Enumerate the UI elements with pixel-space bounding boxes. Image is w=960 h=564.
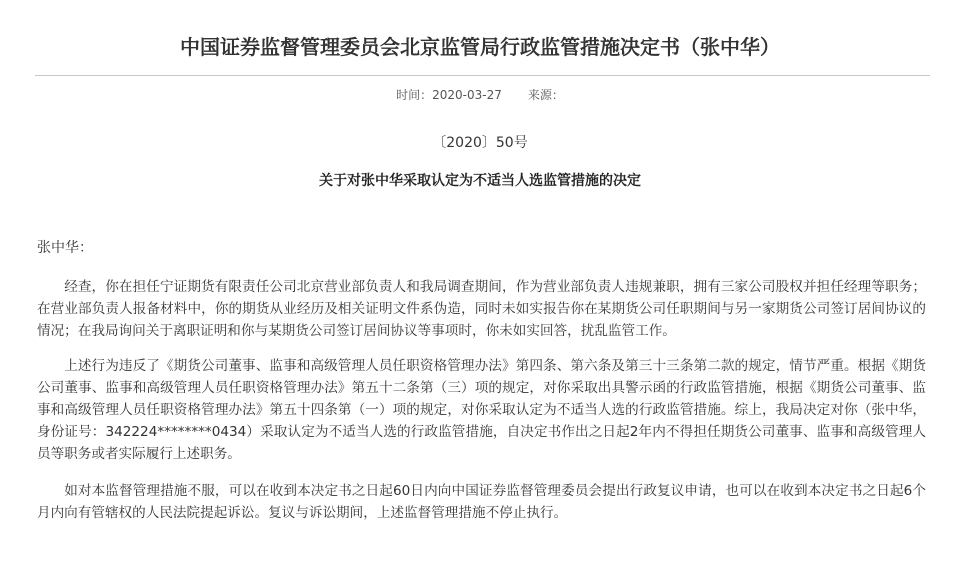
title-divider — [35, 75, 930, 76]
meta-line — [0, 86, 960, 104]
document-heading: 关于对张中华采取认定为不适当人选监管措施的决定 — [319, 173, 641, 189]
time-label: 时间： — [396, 88, 433, 102]
source-label: 来源： — [527, 88, 564, 102]
paragraph-findings: 经查，你在担任宁证期货有限责任公司北京营业部负责人和我局调查期间，作为营业部负责人违规兼职，拥有三家公司股权并担任经理等职务；在营业部负责人报备材料中，你的期货从业经历及相关证明文件系伪造，同时未如实报告你在某期货公司任职期间与另一家期货公司签订居间协议的情况；在我局询问关于离职证明和你与某期货公司签订居间协议等事项时，你未如实回答，扰乱监管工作。 — [37, 279, 926, 339]
salutation: 张中华： — [37, 240, 93, 256]
publish-date: 2020-03-27 — [432, 88, 502, 102]
paragraph-decision: 上述行为违反了《期货公司董事、监事和高级管理人员任职资格管理办法》第四条、第六条及第三十三条第二款的规定，情节严重。根据《期货公司董事、监事和高级管理人员任职资格管理办法》第五十二条第（三）项的规定，对你采取出具警示函的行政监管措施，根据《期货公司董事、监事和高级管理人员任职资格管理办法》第五十四条第（一）项的规定，对你采取认定为不适当人选的行政监管措施。综上，我局决定对你（张中华，身份证号：342224********0434）采取认定为不适当人选的行政监管措施，自决定书作出之日起2年内不得担任期货公司董事、监事和高级管理人员等职务或者实际履行上述职务。 — [37, 358, 926, 462]
document-number: 〔2020〕50号 — [432, 135, 528, 151]
page-title: 中国证券监督管理委员会北京监管局行政监管措施决定书（张中华） — [180, 35, 780, 59]
paragraph-appeal-rights: 如对本监督管理措施不服，可以在收到本决定书之日起60日内向中国证券监督管理委员会提出行政复议申请，也可以在收到本决定书之日起6个月内向有管辖权的人民法院提起诉讼。复议与诉讼期间，上述监督管理措施不停止执行。 — [37, 483, 926, 521]
